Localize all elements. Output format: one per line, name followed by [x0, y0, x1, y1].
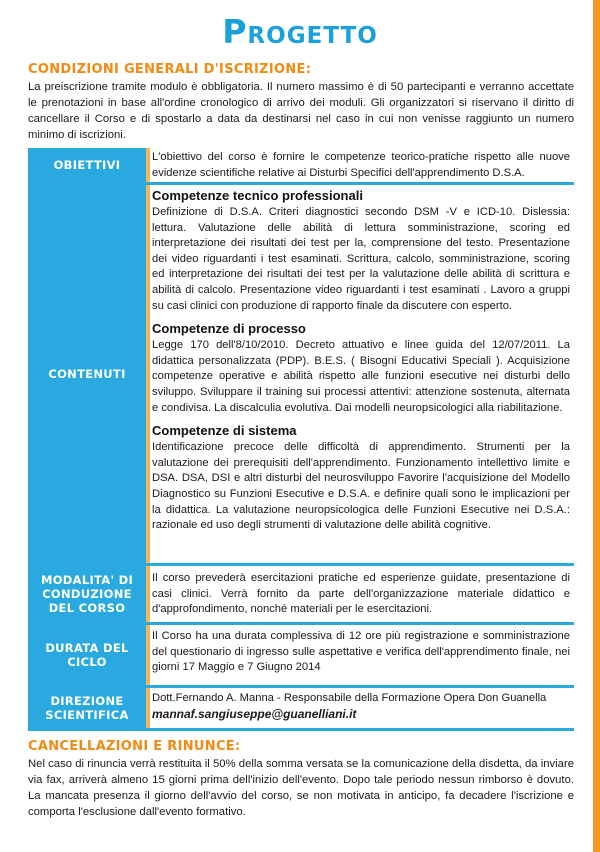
block-heading-sistema: Competenze di sistema	[152, 423, 297, 439]
modalita-text: Il corso prevederà esercitazioni pratiche ed esperienze guidate, presentazione di casi clinici. Verrà fornito da parte dell'organizzazione materiale didattico e d'approfondimento, nonché materiali per le esercitazioni.	[152, 572, 570, 616]
durata-text: Il Corso ha una durata complessiva di 12 ore più registrazione e somministrazione del questionario di ingresso sulle aspettative e verifica dell'apprendimento finale, nei giorni 17 Maggio e 7 Giugno 2014	[152, 630, 570, 674]
row-divider-line	[146, 625, 150, 685]
row-divider-line	[146, 185, 150, 563]
block-text-tecnico: Definizione di D.S.A. Criteri diagnostici secondo DSM -V e ICD-10. Dislessia: lettura. Valutazione delle abilità di lettura somministrazione, scoring ed interpretazione dei risultati dei test per la, comprensione del testo. Presentazione dei video riguardanti i test esaminati. Scrittura, calcolo, somministrazione, scoring ed interpretazione dei risultati dei test per la valutazione delle abilità di scrittura e abilità di calcolo. Presentazione video riguardanti i test esaminati . Lavoro a gruppi su casi clinici con produzione di rapporto finale da discutere con esperto.	[152, 206, 570, 312]
label-modalita: MODALITA' DI CONDUZIONE DEL CORSO	[28, 566, 146, 622]
row-direzione	[28, 688, 574, 728]
row-divider-line	[146, 566, 150, 622]
row-divider-line	[146, 688, 150, 728]
block-text-processo: Legge 170 dell'8/10/2010. Decreto attuativo e linee guida del 12/07/2011. La didattica personalizzata (PDP). B.E.S. ( Bisogni Educativi Speciali ). Acquisizione competenze operative e abilità rispetto alle funzioni esecutive nei disturbi dello sviluppo. Sviluppare il training sui processi attentivi: attenzione sostenuta, alternata e condivisa. La discalculia evolutiva. Dai modelli neuropsicologici alla riabilitazione.	[152, 339, 570, 414]
direzione-email-link[interactable]: mannaf.sangiuseppe@guanelliani.it	[152, 706, 357, 721]
row-divider-line	[146, 148, 150, 182]
direzione-content	[152, 691, 570, 722]
obiettivi-text: L'obiettivo del corso è fornire le competenze teorico-pratiche rispetto alle nuove evidenze scientifiche relative ai Disturbi Specifici dell'apprendimento D.S.A.	[152, 151, 570, 179]
conditions-heading: CONDIZIONI GENERALI D'ISCRIZIONE:	[28, 62, 312, 77]
cancellazioni-heading: CANCELLAZIONI E RINUNCE:	[28, 739, 241, 754]
row-durata	[28, 625, 574, 685]
label-contenuti: CONTENUTI	[28, 185, 146, 563]
row-separator	[28, 728, 574, 731]
row-obiettivi	[28, 148, 574, 182]
page-title: Progetto	[222, 12, 378, 51]
conditions-text: La preiscrizione tramite modulo è obbligatoria. Il numero massimo è di 50 partecipanti e verranno accettate le prenotazioni in base all'ordine cronologico di arrivo dei moduli. Gli organizzatori si riservano il diritto di cancellare il Corso e di spostarlo a data da destinarsi nel caso in cui non venisse raggiunto un numero minimo di iscrizioni.	[28, 81, 574, 141]
contenuti-content	[152, 185, 570, 534]
label-direzione: DIREZIONE SCIENTIFICA	[28, 688, 146, 728]
orange-side-bar	[593, 0, 600, 852]
cancellazioni-text: Nel caso di rinuncia verrà restituita il 50% della somma versata se la comunicazione della disdetta, da inviare via fax, arriverà almeno 15 giorni prima dell'inizio dell'evento. Dopo tale periodo nessun rimborso è dovuto. La mancata presenza il giorno dell'avvio del corso, se non motivata in anticipo, fa decadere l'iscrizione e comporta l'esclusione dall'evento formativo.	[28, 758, 574, 818]
row-contenuti	[28, 185, 574, 563]
label-durata: DURATA DEL CICLO	[28, 625, 146, 685]
block-heading-processo: Competenze di processo	[152, 321, 306, 337]
block-text-sistema: Identificazione precoce delle difficoltà di apprendimento. Strumenti per la valutazione dei prerequisiti dell'apprendimento. Funzionamento intellettivo limite e DSA. DSA, DSI e altri disturbi del neurosviluppo Favorire l'acquisizione del Modello Diagnostico su Funzioni Esecutive e D.S.A. e definire quali sono le implicazioni per la didattica. La valutazione neuropsicologica delle Funzioni Esecutive nei D.S.A.: razionale ed uso degli strumenti di valutazione delle abilità cognitive.	[152, 441, 570, 532]
label-obiettivi: OBIETTIVI	[28, 148, 146, 182]
direzione-text: Dott.Fernando A. Manna - Responsabile della Formazione Opera Don Guanella	[152, 692, 547, 704]
course-table	[28, 148, 574, 734]
row-modalita	[28, 566, 574, 622]
block-heading-tecnico: Competenze tecnico professionali	[152, 188, 363, 203]
